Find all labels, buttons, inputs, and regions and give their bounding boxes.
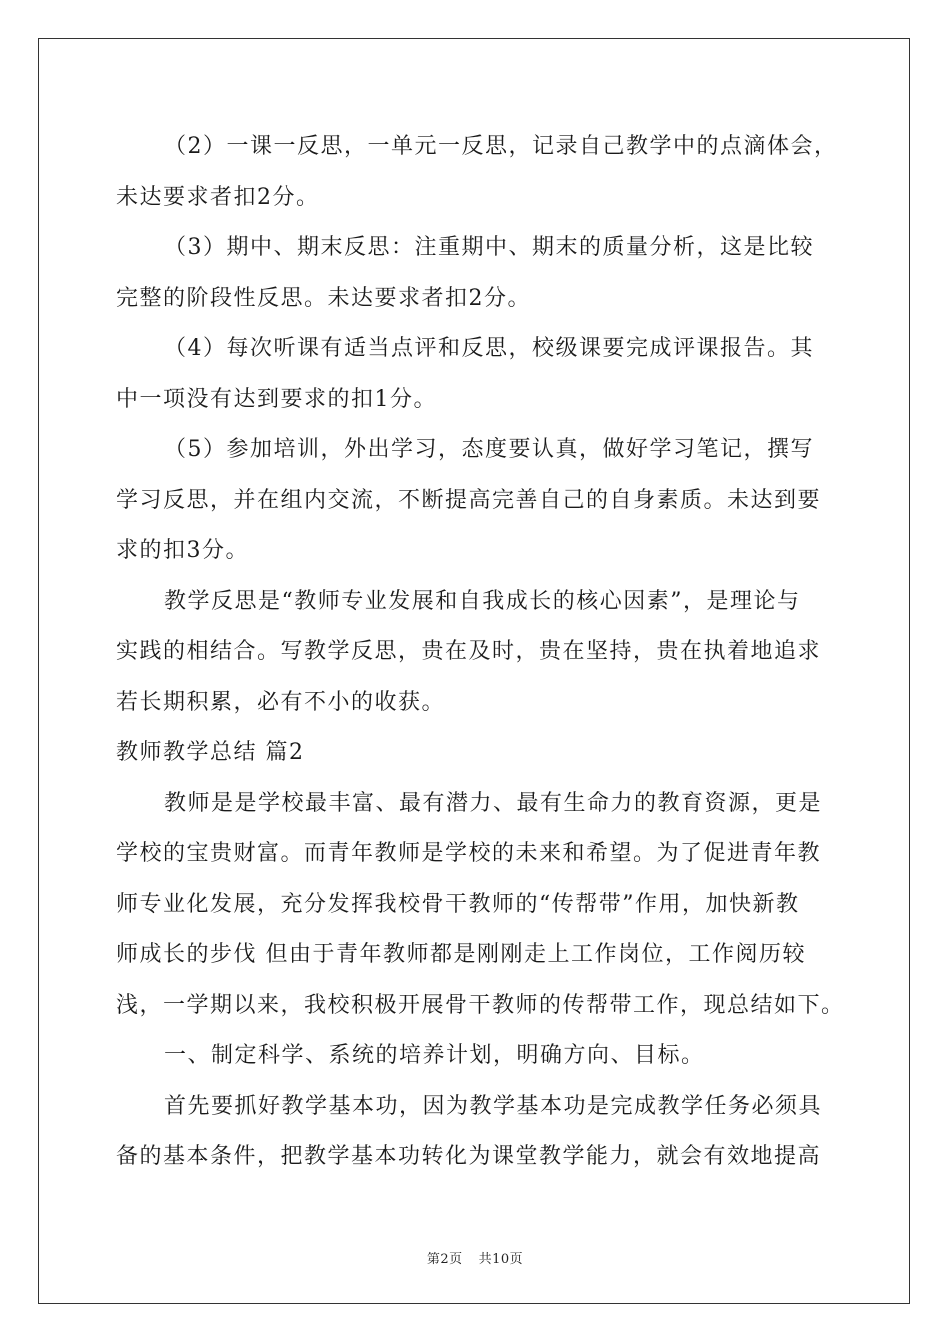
text-line: 未达要求者扣2分。 [116,184,320,210]
text-line: 浅，一学期以来，我校积极开展骨干教师的传帮带工作，现总结如下。 [116,992,845,1018]
text-line: 师成长的步伐 但由于青年教师都是刚刚走上工作岗位，工作阅历较 [116,942,806,967]
document-body [116,122,845,1183]
text-line: （3）期中、期末反思：注重期中、期末的质量分析，这是比较 [164,235,814,260]
text-line: （2）一课一反思，一单元一反思，记录自己教学中的点滴体会， [164,134,838,159]
text-line: 求的扣3分。 [116,538,249,563]
text-line: （4）每次听课有适当点评和反思，校级课要完成评课报告。其 [164,336,814,361]
text-line: 师专业化发展，充分发挥我校骨干教师的“传帮带”作用，加快新教 [116,891,800,917]
section-heading: 教师教学总结 篇2 [116,740,305,765]
text-line: 一、制定科学、系统的培养计划，明确方向、目标。 [164,1043,705,1068]
page-footer [0,1248,950,1267]
text-line: 首先要抓好教学基本功，因为教学基本功是完成教学任务必须具 [164,1093,823,1119]
text-line: 学习反思，并在组内交流，不断提高完善自己的自身素质。未达到要 [116,487,822,513]
text-line: 教学反思是“教师专业发展和自我成长的核心因素”，是理论与 [164,588,801,614]
text-line: （5）参加培训，外出学习，态度要认真，做好学习笔记，撰写 [164,437,814,462]
text-line: 学校的宝贵财富。而青年教师是学校的未来和希望。为了促进青年教 [116,841,822,866]
text-line: 教师是是学校最丰富、最有潜力、最有生命力的教育资源，更是 [164,790,823,816]
text-line: 完整的阶段性反思。未达要求者扣2分。 [116,285,531,311]
text-line: 中一项没有达到要求的扣1分。 [116,386,437,412]
page-total: 共10页 [478,1252,524,1267]
page-number: 第2页 [426,1252,463,1267]
text-line: 备的基本条件，把教学基本功转化为课堂教学能力，就会有效地提高 [116,1144,822,1169]
text-line: 实践的相结合。写教学反思，贵在及时，贵在坚持，贵在执着地追求 [116,639,822,664]
text-line: 若长期积累，必有不小的收获。 [116,689,446,715]
